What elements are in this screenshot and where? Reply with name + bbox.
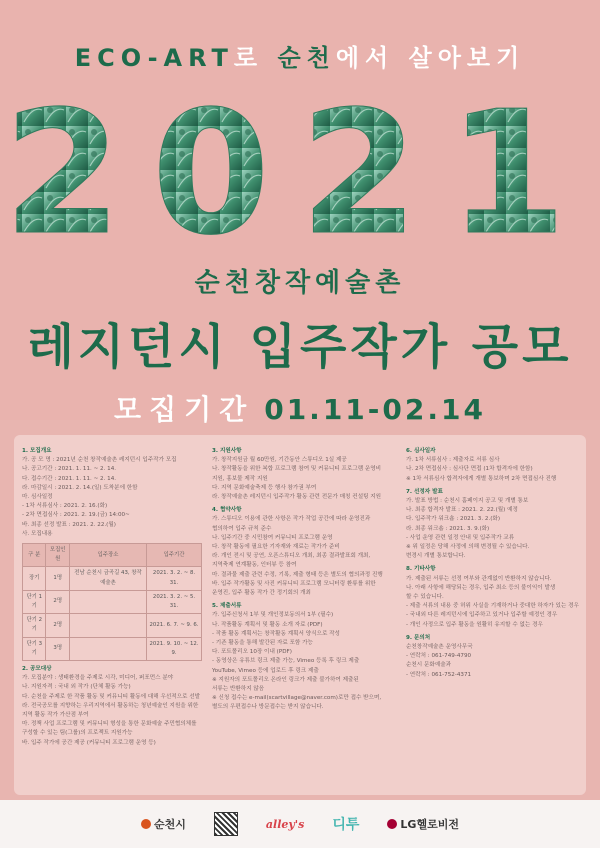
info-line: - 기존 활동을 통해 발간된 자료 포함 가능 <box>212 640 313 647</box>
year-svg <box>0 82 600 242</box>
info-line: 나. 2차 면접심사 : 심사단 면접 (1차 합격자에 한함) <box>406 466 533 473</box>
info-line: 다. 지역 문화예술축제 등 행사 참가권 부여 <box>212 484 317 491</box>
table-header-cell: 모집인원 <box>46 544 70 567</box>
section-title: 8. 기타사항 <box>406 566 436 573</box>
table-cell: 2명 <box>46 590 70 613</box>
table-header-cell: 입주장소 <box>69 544 146 567</box>
headline <box>0 38 600 73</box>
info-line: ※ 신청 접수는 e-mail(scartvillage@naver.com)로만 접수 받으며, <box>212 695 382 702</box>
info-line: 다. 포트폴리오 10장 이내 (PDF) <box>212 649 292 656</box>
info-line: 바. 입주 작가활동 및 사진 커뮤니티 프로그램 모니터링 환류를 위한 <box>212 580 376 587</box>
table-cell <box>69 637 146 660</box>
info-line: 별도의 우편접수나 방문접수는 받지 않습니다. <box>212 704 324 711</box>
section-title: 9. 문의처 <box>406 634 431 641</box>
info-line: 지역 활동 작가 가산점 부여 <box>22 712 89 719</box>
year-text: 2021 <box>3 82 597 242</box>
period-label: 모집기간 <box>114 393 255 426</box>
section-title: 4. 협약사항 <box>212 507 242 514</box>
section-title: 3. 지원사항 <box>212 448 242 454</box>
qr-code-icon <box>214 812 238 836</box>
table-row <box>23 637 202 660</box>
application-period <box>0 388 600 428</box>
info-line: - 제출 서류의 내용 중 허위 사실을 기재하거나 중대한 하자가 있는 경우 <box>406 603 579 610</box>
ditu-logo: 디투 <box>332 817 360 833</box>
info-line: 다. 순천을 주제로 한 작품 활동 및 커뮤니티 활동에 대해 우선적으로 선발 <box>22 693 201 700</box>
table-row <box>23 567 202 590</box>
info-line: - 국내외 다른 레지던시에 입주하고 있거나 입주할 예정인 경우 <box>406 612 558 619</box>
info-line: - 개인 사정으로 입주 활동을 원활히 유지할 수 없는 경우 <box>406 621 543 628</box>
info-line: 할 수 있습니다. <box>406 594 444 601</box>
info-line: ※ 위 일정은 당해 사정에 의해 변경될 수 있습니다. <box>406 544 530 551</box>
sponsor-logos <box>0 812 600 836</box>
info-line: 지역축제 연계활동, 인터뷰 등 참여 <box>212 562 297 569</box>
info-line: ※ 지원자의 포트폴리오 온라인 링크가 제출 불가하여 제출된 <box>212 676 359 683</box>
info-line: 마. 심사일정 <box>22 494 53 501</box>
info-line: 나. 작품활동 계획서 및 활동 소개 자료 (PDF) <box>212 621 323 628</box>
info-line: 마. 결과물 제출 관련 수정, 기록, 제출 형태 등은 별도의 협의과정 진행 <box>212 571 383 578</box>
table-cell: 단기 3기 <box>23 637 46 660</box>
section-title: 6. 심사일자 <box>406 448 436 454</box>
info-line: 가. 1차 서류심사 : 제출자료 서류 심사 <box>406 457 500 464</box>
info-line: 가. 모집분야 : 생태환경을 주제로 시각, 미디어, 퍼포먼스 분야 <box>22 675 174 682</box>
info-line: 구성할 수 있는 팀(그룹)의 프로젝트 지원가능 <box>22 730 133 737</box>
info-line: 라. 최종 워크숍 : 2021. 3. 9.(화) <box>406 525 490 532</box>
table-cell: 1명 <box>46 567 70 590</box>
suncheon-emblem-icon <box>141 819 151 829</box>
info-line: 바. 최종 선정 발표 : 2021. 2. 22.(월) <box>22 521 116 528</box>
lg-hellovision-logo: LG헬로비전 <box>387 816 459 832</box>
info-column-3 <box>406 443 580 680</box>
info-line: 순천시 문화예술과 <box>406 662 452 669</box>
section-title: 7. 선정자 발표 <box>406 488 443 495</box>
info-line: - 동영상은 유튜브 링크 제출 가능, Vimeo 등록 후 링크 제출 <box>212 658 360 665</box>
info-line: 바. 입주 작가에 공간 제공 (커뮤니티 프로그램 운영 등) <box>22 739 156 746</box>
schedule-table <box>22 543 202 661</box>
info-line: 나. 창작활동을 위한 복합 프로그램 참여 및 커뮤니티 프로그램 운영비 <box>212 466 382 473</box>
info-line: 나. 지원자격 : 국내 외 작가 (단체 활동 가능) <box>22 684 131 691</box>
info-line: 협의하여 입주 규칙 준수 <box>212 525 272 532</box>
table-cell: 2021. 3. 2. ~ 8. 31. <box>147 567 202 590</box>
info-panel <box>14 435 586 795</box>
info-line: 가. 공 모 명 : 2021년 순천 창작예술촌 레지던시 입주작가 모집 <box>22 457 177 464</box>
table-cell <box>69 614 146 637</box>
section-title: 1. 모집개요 <box>22 448 52 454</box>
info-line: YouTube, Vimeo 등에 업로드 후 링크 제출 <box>212 667 319 674</box>
info-column-2 <box>212 443 398 713</box>
info-line: 운영진, 입주 활동 작가 간 정기회의 개최 <box>212 590 311 597</box>
table-cell: 3명 <box>46 637 70 660</box>
info-line: 다. 입주작가 워크숍 : 2021. 3. 2.(화) <box>406 516 501 523</box>
suncheon-logo: 순천시 <box>141 816 186 832</box>
info-line: 라. 마감일시 : 2021. 2. 14.(일) 도착분에 한함 <box>22 484 138 491</box>
table-cell: 단기 1기 <box>23 590 46 613</box>
alleys-logo: alley's <box>265 817 305 831</box>
info-line: - 사업 운영 관련 일정 안내 및 입주작가 교류 <box>406 534 515 541</box>
info-line: - 연락처 : 061-752-4371 <box>406 671 472 678</box>
section-title: 5. 제출서류 <box>212 603 242 610</box>
footer <box>0 800 600 848</box>
info-line: 순천창작예술촌 운영사무국 <box>406 644 473 651</box>
year-graphic <box>0 82 600 242</box>
table-row <box>23 614 202 637</box>
info-line: - 작품 활동 계획서는 창작활동 계획서 양식으로 작성 <box>212 630 340 637</box>
info-line: 변경시 개별 통보합니다. <box>406 553 466 560</box>
info-line: - 연락처 : 061-749-4790 <box>406 653 472 660</box>
headline-part2: 로 <box>233 44 278 72</box>
table-cell: 단기 2기 <box>23 614 46 637</box>
info-line: ※ 1차 서류심사 합격자에게 개별 통보하며 2차 면접심사 진행 <box>406 475 557 482</box>
table-cell: 2021. 6. 7. ~ 9. 6. <box>147 614 202 637</box>
info-line: 라. 개인 전시 및 공연, 오픈스튜디오 개최, 최종 결과발표회 개최, <box>212 553 371 560</box>
info-line: 나. 최종 합격자 발표 : 2021. 2. 22.(월) 예정 <box>406 507 518 514</box>
info-line: 나. 입주기간 중 시민참여 커뮤니티 프로그램 운영 <box>212 534 333 541</box>
info-line: 라. 전국공모를 지향하는 우리지역에서 활동하는 청년예술인 지원을 위한 <box>22 702 199 709</box>
section-title: 2. 공모대상 <box>22 666 52 673</box>
table-cell: 2021. 9. 10. ~ 12. 9. <box>147 637 202 660</box>
info-line: 나. 공고기간 : 2021. 1. 11. ~ 2. 14. <box>22 466 117 473</box>
table-header-cell: 구 분 <box>23 544 46 567</box>
info-line: 라. 창작예술촌 레지던시 입주작가 활동 관련 전문가 매칭 컨설팅 지원 <box>212 494 382 501</box>
headline-part4: 에서 살아보기 <box>335 44 526 72</box>
period-value: 01.11-02.14 <box>264 393 486 426</box>
table-cell: 전남 순천시 금곡길 43, 창작예술촌 <box>69 567 146 590</box>
info-line: 마. 정책 사업 프로그램 및 커뮤니티 형성을 통한 문화예술 주민협의체를 <box>22 721 197 728</box>
info-line: 나. 아래 사항에 해당되는 경우, 입주 최소 등의 불이익이 발생 <box>406 584 556 591</box>
table-cell <box>69 590 146 613</box>
info-line: 지원, 홍보물 제작 지원 <box>212 475 268 482</box>
table-cell: 2명 <box>46 614 70 637</box>
table-cell: 2021. 3. 2. ~ 5. 31. <box>147 590 202 613</box>
headline-part1: ECO-ART <box>74 44 234 72</box>
info-line: - 2차 면접심사 : 2021. 2. 19.(금) 14:00~ <box>22 512 130 519</box>
info-line: 가. 제출된 서류는 선정 여부와 관계없이 반환하지 않습니다. <box>406 575 552 582</box>
lg-emblem-icon <box>387 819 397 829</box>
info-line: 다. 창작 활동에 필요한 기자재와 재료는 작가가 준비 <box>212 544 340 551</box>
info-column-1 <box>22 443 208 748</box>
info-line: 가. 입주신청서 1부 및 개인정보동의서 1부 (필수) <box>212 612 334 619</box>
info-line: 가. 창작지원금 월 60만원, 기간동안 스튜디오 1실 제공 <box>212 457 347 464</box>
info-line: 가. 스튜디오 이용에 관한 사항은 작가 작업 공간에 따라 운영진과 <box>212 516 371 523</box>
table-cell: 장기 <box>23 567 46 590</box>
table-row <box>23 590 202 613</box>
info-line: 가. 발표 방법 : 순천시 홈페이지 공고 및 개별 통보 <box>406 498 529 505</box>
page-title: 레지던시 입주작가 공모 <box>27 319 573 375</box>
info-line: 다. 접수기간 : 2021. 1. 11. ~ 2. 14. <box>22 475 117 482</box>
organization-name: 순천창작예술촌 <box>194 268 406 298</box>
info-line: 사. 모집내용 <box>22 530 53 537</box>
headline-part3: 순천 <box>277 44 336 72</box>
table-header-cell: 입주기간 <box>147 544 202 567</box>
info-line: - 1차 서류심사 : 2021. 2. 16.(화) <box>22 503 108 510</box>
info-line: 서류는 반환하지 않음 <box>212 686 265 693</box>
